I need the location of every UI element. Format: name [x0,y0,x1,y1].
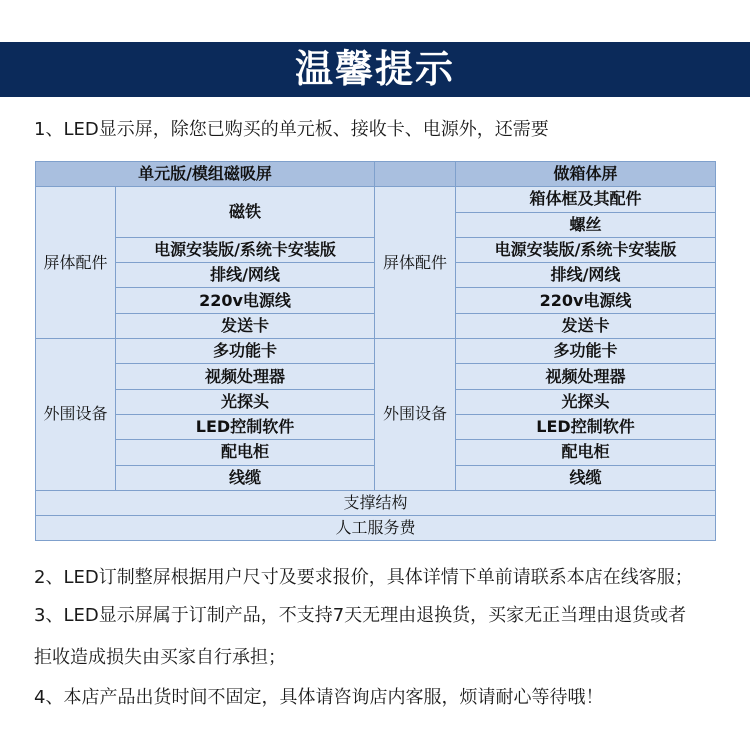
note-3-line-2: 拒收造成损失由买家自行承担； [34,647,286,668]
right-item: 视频处理器 [456,364,716,389]
note-2: 2、LED订制整屏根据用户尺寸及要求报价，具体详情下单前请联系本店在线客服； [34,567,693,588]
right-item: 多功能卡 [456,339,716,364]
left-item: LED控制软件 [116,414,375,439]
left-item: 电源安装版/系统卡安装版 [116,237,375,262]
accessories-table [35,161,716,541]
right-item: 螺丝 [456,212,716,237]
left-item: 发送卡 [116,313,375,338]
left-item: 视频处理器 [116,364,375,389]
table-footer-row [36,516,716,541]
table-row [36,339,716,364]
table-row [36,187,716,212]
page-title: 温馨提示 [294,47,455,91]
right-item: 光探头 [456,389,716,414]
footer-labor-fee: 人工服务费 [36,516,716,541]
left-item: 排线/网线 [116,263,375,288]
table-footer-row [36,490,716,515]
note-4: 4、本店产品出货时间不固定，具体请咨询店内客服，烦请耐心等待哦！ [34,687,604,708]
note-1: 1、LED显示屏，除您已购买的单元板、接收卡、电源外，还需要 [34,119,549,140]
left-item: 磁铁 [116,187,375,238]
header-right: 做箱体屏 [456,162,716,187]
right-item: 电源安装版/系统卡安装版 [456,237,716,262]
group-label-right-2: 外围设备 [375,339,456,491]
group-label-left-1: 屏体配件 [36,187,116,339]
right-item: 220v电源线 [456,288,716,313]
left-item: 光探头 [116,389,375,414]
table-header-row [36,162,716,187]
right-item: 配电柜 [456,440,716,465]
note-3-line-1: 3、LED显示屏属于订制产品，不支持7天无理由退换货，买家无正当理由退货或者 [34,605,687,626]
header-spacer [375,162,456,187]
footer-support-structure: 支撑结构 [36,490,716,515]
group-label-right-1: 屏体配件 [375,187,456,339]
left-item: 配电柜 [116,440,375,465]
left-item: 多功能卡 [116,339,375,364]
right-item: 箱体框及其配件 [456,187,716,212]
group-label-left-2: 外围设备 [36,339,116,491]
left-item: 线缆 [116,465,375,490]
right-item: 排线/网线 [456,263,716,288]
right-item: LED控制软件 [456,414,716,439]
left-item: 220v电源线 [116,288,375,313]
header-left: 单元版/模组磁吸屏 [36,162,375,187]
page-title-banner [0,42,750,97]
right-item: 发送卡 [456,313,716,338]
right-item: 线缆 [456,465,716,490]
